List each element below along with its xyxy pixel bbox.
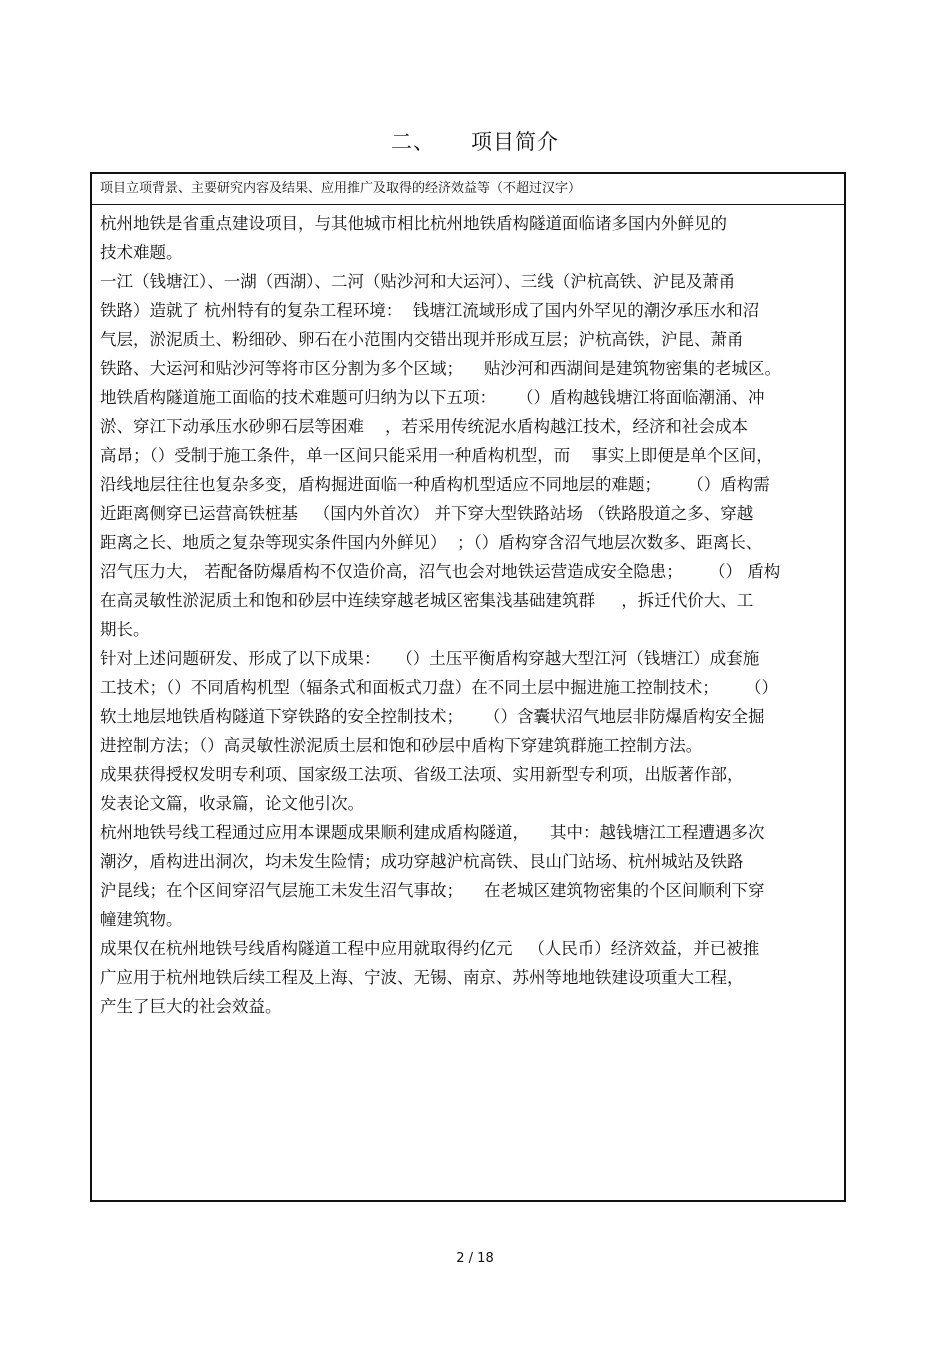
project-summary-box	[90, 172, 846, 1202]
section-number: 二、	[391, 130, 435, 154]
body-line: 针对上述问题研发、形成了以下成果： （）土压平衡盾构穿越大型江河（钱塘江）成套施	[100, 649, 760, 668]
page-title	[0, 126, 950, 156]
box-header: 项目立项背景、主要研究内容及结果、应用推广及取得的经济效益等（不超过汉字）	[92, 174, 844, 205]
body-line: 杭州地铁号线工程通过应用本课题成果顺利建成盾构隧道， 其中：越钱塘江工程遭遇多次	[100, 823, 765, 842]
body-line: 发表论文篇，收录篇，论文他引次。	[100, 794, 364, 813]
body-line: 铁路、大运河和贴沙河等将市区分割为多个区域； 贴沙河和西湖间是建筑物密集的老城区。	[100, 359, 781, 378]
body-line: 进控制方法；（）高灵敏性淤泥质土层和饱和砂层中盾构下穿建筑群施工控制方法。	[100, 736, 703, 755]
page-number: 2 / 18	[456, 1251, 494, 1266]
section-title: 项目简介	[471, 130, 559, 154]
body-line: 产生了巨大的社会效益。	[100, 997, 282, 1016]
body-line: 成果获得授权发明专利项、国家级工法项、省级工法项、实用新型专利项，出版著作部，	[100, 765, 744, 784]
body-line: 沼气压力大， 若配备防爆盾构不仅造价高，沼气也会对地铁运营造成安全隐患； （） 盾构	[100, 562, 781, 581]
summary-body	[92, 205, 844, 1021]
body-line: 地铁盾构隧道施工面临的技术难题可归纳为以下五项： （）盾构越钱塘江将面临潮涌、冲	[100, 388, 765, 407]
body-line: 成果仅在杭州地铁号线盾构隧道工程中应用就取得约亿元 （人民币）经济效益，并已被推	[100, 939, 760, 958]
body-line: 广应用于杭州地铁后续工程及上海、宁波、无锡、南京、苏州等地地铁建设项重大工程，	[100, 968, 744, 987]
body-line: 期长。	[100, 620, 150, 639]
body-line: 在高灵敏性淤泥质土和饱和砂层中连续穿越老城区密集浅基础建筑群 ，拆迁代价大、工	[100, 591, 754, 610]
body-line: 技术难题。	[100, 243, 183, 262]
body-line: 距离之长、地质之复杂等现实条件国内外鲜见） ；（）盾构穿含沼气地层次数多、距离长、	[100, 533, 763, 552]
body-line: 杭州地铁是省重点建设项目，与其他城市相比杭州地铁盾构隧道面临诸多国内外鲜见的	[100, 214, 727, 233]
body-line: 幢建筑物。	[100, 910, 183, 929]
body-line: 软土地层地铁盾构隧道下穿铁路的安全控制技术； （）含囊状沼气地层非防爆盾构安全掘	[100, 707, 765, 726]
body-line: 沪昆线；在个区间穿沼气层施工未发生沼气事故； 在老城区建筑物密集的个区间顺利下穿	[100, 881, 765, 900]
body-line: 铁路）造就了 杭州特有的复杂工程环境： 钱塘江流域形成了国内外罕见的潮汐承压水和沼	[100, 301, 760, 320]
body-line: 近距离侧穿已运营高铁桩基 （国内外首次） 并下穿大型铁路站场 （铁路股道之多、穿越	[100, 504, 754, 523]
body-line: 气层，淤泥质土、粉细砂、卵石在小范围内交错出现并形成互层；沪杭高铁，沪昆、萧甬	[100, 330, 744, 349]
body-line: 沿线地层往往也复杂多变，盾构掘进面临一种盾构机型适应不同地层的难题； （）盾构需	[100, 475, 770, 494]
body-line: 一江（钱塘江）、一湖（西湖）、二河（贴沙河和大运河）、三线（沪杭高铁、沪昆及萧甬	[100, 272, 736, 291]
body-line: 高昂；（）受制于施工条件，单一区间只能采用一种盾构机型，而 事实上即便是单个区间，	[100, 446, 773, 465]
body-line: 淤、穿江下动承压水砂卵石层等困难 ，若采用传统泥水盾构越江技术，经济和社会成本	[100, 417, 748, 436]
body-line: 潮汐，盾构进出洞次，均未发生险情；成功穿越沪杭高铁、艮山门站场、杭州城站及铁路	[100, 852, 744, 871]
body-line: 工技术；（）不同盾构机型（辐条式和面板式刀盘）在不同土层中掘进施工控制技术； （）	[100, 678, 778, 697]
